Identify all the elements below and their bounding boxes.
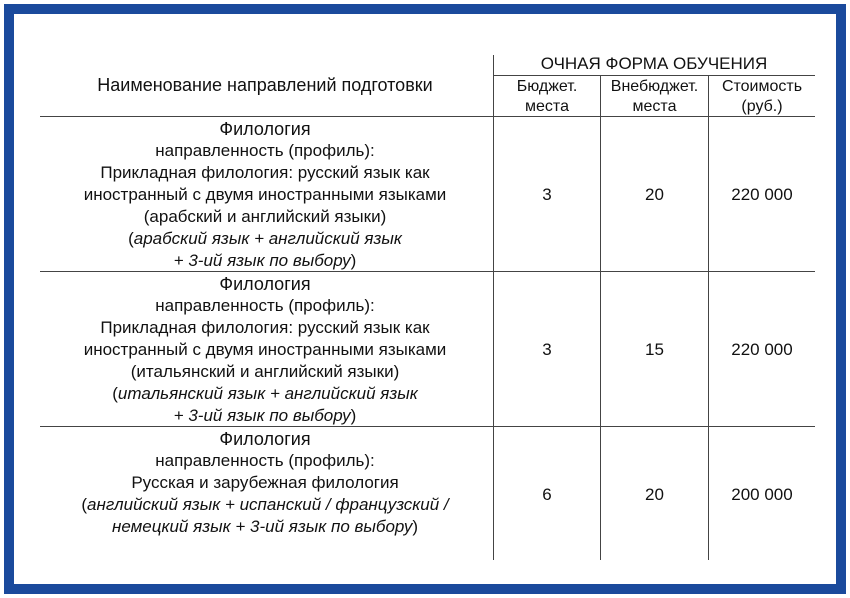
row-languages: (арабский язык + английский язык bbox=[128, 229, 402, 248]
row-1-budget: 3 bbox=[542, 185, 552, 204]
row-line: Прикладная филология: русский язык как bbox=[100, 318, 430, 337]
row-3-cost: 200 000 bbox=[731, 485, 793, 504]
header-col-name: Наименование направлений подготовки bbox=[97, 75, 433, 95]
row-languages: (итальянский язык + английский язык bbox=[112, 384, 418, 403]
row-title: Филология bbox=[219, 274, 311, 294]
header-study-form: ОЧНАЯ ФОРМА ОБУЧЕНИЯ bbox=[540, 54, 768, 73]
header-budget bbox=[494, 77, 600, 117]
row-line: (итальянский и английский языки) bbox=[130, 362, 400, 381]
row-line: Прикладная филология: русский язык как bbox=[100, 163, 430, 182]
row-languages-cont: + 3-ий язык по выбору) bbox=[173, 251, 357, 270]
row-languages-b: + 3-ий язык по выбору bbox=[173, 251, 351, 270]
row-profile: направленность (профиль): bbox=[155, 141, 375, 160]
header-nonbudget-line1: Внебюджет. bbox=[610, 78, 699, 95]
row-2-cost: 220 000 bbox=[731, 340, 793, 359]
row-1-nonbudget: 20 bbox=[645, 185, 664, 204]
row-languages-b: + 3-ий язык по выбору bbox=[173, 406, 351, 425]
row-line: иностранный с двумя иностранными языками bbox=[83, 340, 447, 359]
row-line: Русская и зарубежная филология bbox=[131, 473, 399, 492]
header-budget-line1: Бюджет. bbox=[516, 78, 578, 95]
row-languages: (английский язык + испанский / французский / bbox=[81, 495, 449, 514]
row-languages-cont: немецкий язык + 3-ий язык по выбору) bbox=[112, 517, 418, 536]
divider-form-header bbox=[493, 75, 815, 76]
row-line: иностранный с двумя иностранными языками bbox=[83, 185, 447, 204]
table-row-2-name bbox=[40, 273, 490, 427]
table-row-1-name bbox=[40, 118, 490, 272]
row-languages-a: арабский язык + английский язык bbox=[133, 229, 402, 248]
header-cost bbox=[709, 77, 815, 117]
header-nonbudget-line2: места bbox=[632, 98, 677, 115]
header-nonbudget bbox=[601, 77, 708, 117]
header-budget-line2: места bbox=[525, 98, 569, 115]
row-languages-a: английский язык + испанский / французский / bbox=[87, 495, 449, 514]
row-line: (арабский и английский языки) bbox=[143, 207, 387, 226]
row-languages-b: немецкий язык + 3-ий язык по выбору bbox=[112, 517, 413, 536]
row-3-budget: 6 bbox=[542, 485, 552, 504]
row-2-nonbudget: 15 bbox=[645, 340, 664, 359]
row-profile: направленность (профиль): bbox=[155, 451, 375, 470]
header-cost-line2: (руб.) bbox=[741, 98, 783, 115]
row-languages-a: итальянский язык + английский язык bbox=[117, 384, 418, 403]
row-title: Филология bbox=[219, 429, 311, 449]
row-languages-cont: + 3-ий язык по выбору) bbox=[173, 406, 357, 425]
row-2-budget: 3 bbox=[542, 340, 552, 359]
table-row-3-name bbox=[40, 428, 490, 538]
header-cost-line1: Стоимость bbox=[721, 78, 803, 95]
row-3-nonbudget: 20 bbox=[645, 485, 664, 504]
row-profile: направленность (профиль): bbox=[155, 296, 375, 315]
row-1-cost: 220 000 bbox=[731, 185, 793, 204]
row-title: Филология bbox=[219, 119, 311, 139]
